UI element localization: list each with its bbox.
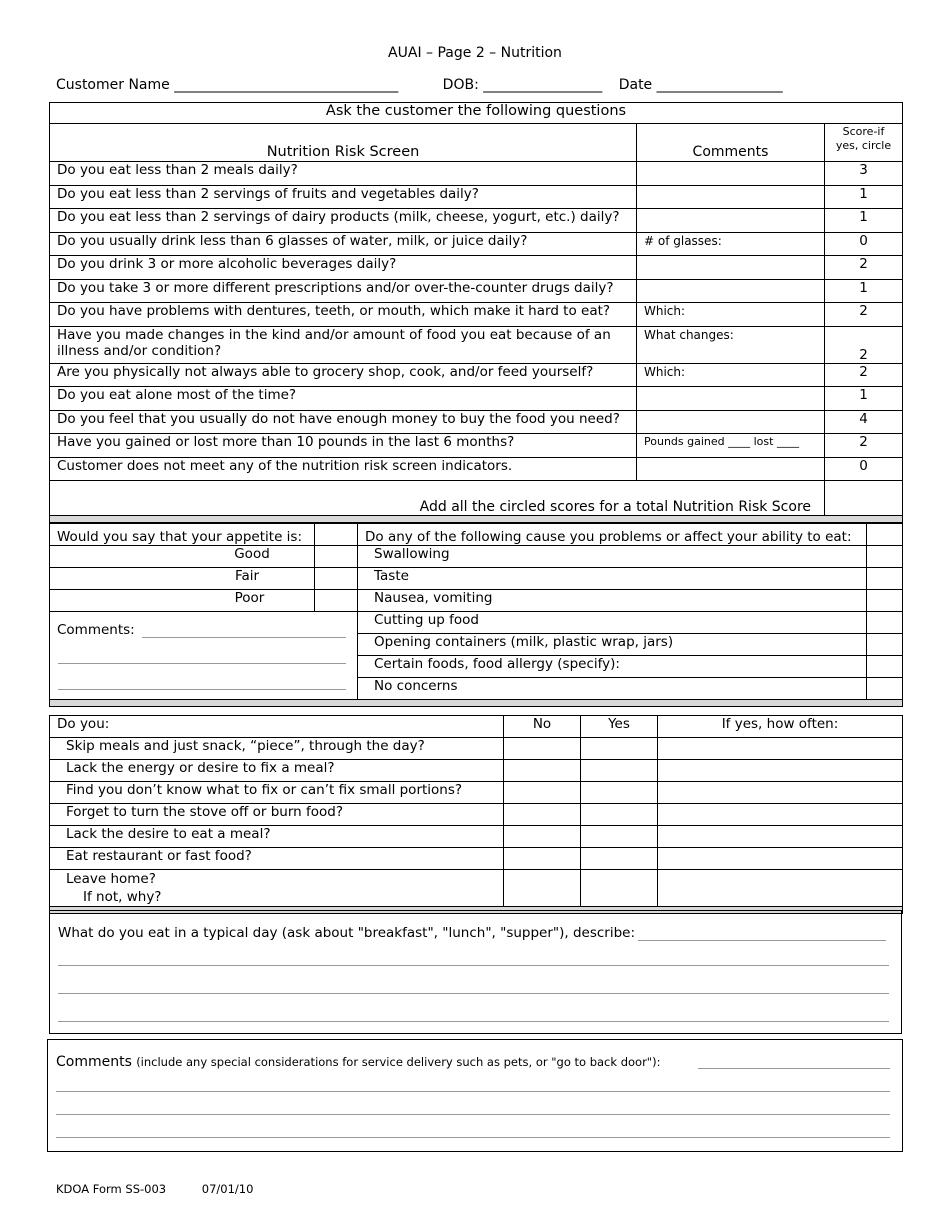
score-header-line1: Score-if: [842, 125, 885, 138]
section-divider: [50, 516, 903, 523]
doyou-item: Find you don’t know what to fix or can’t fix small portions?: [50, 782, 504, 804]
doyou-often-field[interactable]: [658, 826, 903, 848]
problems-check-blank: [867, 524, 903, 546]
typical-day-line: [638, 940, 886, 941]
doyou-yes-check[interactable]: [581, 870, 658, 907]
doyou-yes-check[interactable]: [581, 738, 658, 760]
doyou-yes-check[interactable]: [581, 782, 658, 804]
risk-score[interactable]: 1: [825, 209, 903, 233]
doyou-subitem: If not, why?: [83, 889, 162, 905]
appetite-comments-box[interactable]: [50, 612, 358, 700]
risk-row: [50, 387, 903, 411]
doyou-no-check[interactable]: [504, 804, 581, 826]
risk-question: Customer does not meet any of the nutrition risk screen indicators.: [50, 457, 637, 481]
appetite-check[interactable]: [315, 568, 358, 590]
doyou-item: Forget to turn the stove off or burn food?: [50, 804, 504, 826]
risk-comment[interactable]: [637, 279, 825, 303]
problem-item: No concerns: [358, 678, 867, 700]
risk-question: Do you eat less than 2 servings of fruits and vegetables daily?: [50, 185, 637, 209]
doyou-no-check[interactable]: [504, 848, 581, 870]
risk-question: Do you have problems with dentures, teeth, or mouth, which make it hard to eat?: [50, 303, 637, 327]
comments-label-line: [56, 1054, 660, 1070]
risk-question: Have you gained or lost more than 10 pounds in the last 6 months?: [50, 434, 637, 458]
appetite-option: Poor: [50, 590, 315, 612]
appetite-option: Good: [50, 546, 315, 568]
risk-comment[interactable]: [637, 162, 825, 186]
risk-score[interactable]: 1: [825, 185, 903, 209]
do-you-table: [49, 715, 903, 914]
problem-item: Swallowing: [358, 546, 867, 568]
doyou-yes-check[interactable]: [581, 848, 658, 870]
doyou-yes-check[interactable]: [581, 804, 658, 826]
appetite-comments-label: Comments:: [57, 622, 135, 638]
footer: [56, 1182, 253, 1196]
doyou-often-field[interactable]: [658, 738, 903, 760]
risk-comment[interactable]: [637, 410, 825, 434]
doyou-no-check[interactable]: [504, 738, 581, 760]
risk-question: Have you made changes in the kind and/or amount of food you eat because of an: [57, 326, 611, 343]
doyou-col-yes: Yes: [581, 716, 658, 738]
doyou-no-check[interactable]: [504, 782, 581, 804]
typical-day-label: What do you eat in a typical day (ask about "breakfast", "lunch", "supper"), describe:: [58, 925, 636, 941]
problem-check[interactable]: [867, 634, 903, 656]
risk-question: Do you eat less than 2 servings of dairy products (milk, cheese, yogurt, etc.) daily?: [50, 209, 637, 233]
risk-comment[interactable]: [637, 209, 825, 233]
comment-line: [142, 637, 346, 638]
nutrition-risk-table: [49, 102, 903, 523]
page-title: AUAI – Page 2 – Nutrition: [388, 45, 562, 61]
doyou-no-check[interactable]: [504, 826, 581, 848]
risk-question: Do you drink 3 or more alcoholic beverages daily?: [50, 256, 637, 280]
risk-row: [50, 185, 903, 209]
risk-question-cont: illness and/or condition?: [57, 342, 222, 359]
risk-comment[interactable]: # of glasses:: [637, 232, 825, 256]
doyou-yes-check[interactable]: [581, 760, 658, 782]
risk-question-multiline: [50, 326, 637, 363]
appetite-question: Would you say that your appetite is:: [50, 524, 315, 546]
section-divider: [50, 700, 903, 707]
risk-row: [50, 410, 903, 434]
doyou-col-often: If yes, how often:: [658, 716, 903, 738]
risk-question: Do you usually drink less than 6 glasses of water, milk, or juice daily?: [50, 232, 637, 256]
total-score-label: Add all the circled scores for a total Nutrition Risk Score: [50, 481, 825, 516]
risk-col-comments: Comments: [637, 124, 825, 162]
problem-check[interactable]: [867, 568, 903, 590]
risk-row: [50, 326, 903, 363]
risk-comment[interactable]: [637, 457, 825, 481]
risk-score[interactable]: 1: [825, 387, 903, 411]
typical-day-line: [58, 965, 889, 966]
score-header-line2: yes, circle: [835, 139, 892, 152]
comments-line: [56, 1137, 890, 1138]
risk-row: [50, 232, 903, 256]
risk-score[interactable]: 4: [825, 410, 903, 434]
risk-question: Do you take 3 or more different prescriptions and/or over-the-counter drugs daily?: [50, 279, 637, 303]
problem-check[interactable]: [867, 590, 903, 612]
comments-line: [56, 1091, 890, 1092]
comments-label: Comments: [56, 1054, 132, 1070]
typical-day-line: [58, 1021, 889, 1022]
risk-col-screen: Nutrition Risk Screen: [50, 124, 637, 162]
doyou-often-field[interactable]: [658, 870, 903, 907]
risk-score[interactable]: 2: [825, 256, 903, 280]
appetite-check[interactable]: [315, 590, 358, 612]
comments-box[interactable]: [47, 1039, 903, 1152]
doyou-item-multiline: [50, 870, 504, 907]
problem-check[interactable]: [867, 656, 903, 678]
risk-row: [50, 209, 903, 233]
doyou-no-check[interactable]: [504, 870, 581, 907]
risk-question: Do you eat less than 2 meals daily?: [50, 162, 637, 186]
problem-item: Opening containers (milk, plastic wrap, jars): [358, 634, 867, 656]
doyou-no-check[interactable]: [504, 760, 581, 782]
risk-comment[interactable]: What changes:: [637, 326, 825, 363]
risk-row: [50, 303, 903, 327]
risk-comment[interactable]: [637, 256, 825, 280]
risk-row: [50, 256, 903, 280]
appetite-blank: [315, 524, 358, 546]
date-field[interactable]: Date __________________: [618, 77, 783, 93]
risk-row: [50, 434, 903, 458]
doyou-item: Leave home?: [66, 871, 156, 887]
risk-col-score: [825, 124, 903, 162]
risk-score[interactable]: 0: [825, 457, 903, 481]
risk-comment[interactable]: Which:: [637, 363, 825, 387]
comments-line: [698, 1068, 890, 1069]
comments-note: (include any special considerations for service delivery such as pets, or "go to back door"):: [136, 1055, 661, 1069]
form-date: 07/01/10: [201, 1182, 254, 1196]
customer-info-line: [56, 77, 896, 93]
risk-row: [50, 363, 903, 387]
problem-check[interactable]: [867, 678, 903, 700]
risk-question: Are you physically not always able to grocery shop, cook, and/or feed yourself?: [50, 363, 637, 387]
problem-check[interactable]: [867, 612, 903, 634]
risk-comment[interactable]: [637, 185, 825, 209]
problem-item: Cutting up food: [358, 612, 867, 634]
appetite-check[interactable]: [315, 546, 358, 568]
problem-item: Certain foods, food allergy (specify):: [358, 656, 867, 678]
problem-check[interactable]: [867, 546, 903, 568]
doyou-item: Lack the energy or desire to fix a meal?: [50, 760, 504, 782]
risk-score[interactable]: 2: [825, 434, 903, 458]
appetite-problems-table: [49, 523, 903, 707]
doyou-often-field[interactable]: [658, 782, 903, 804]
total-score-cell[interactable]: [825, 481, 903, 516]
doyou-yes-check[interactable]: [581, 826, 658, 848]
typical-day-line: [58, 993, 889, 994]
risk-row: [50, 162, 903, 186]
risk-question: Do you feel that you usually do not have enough money to buy the food you need?: [50, 410, 637, 434]
risk-question: Do you eat alone most of the time?: [50, 387, 637, 411]
doyou-item: Lack the desire to eat a meal?: [50, 826, 504, 848]
risk-banner: Ask the customer the following questions: [50, 103, 903, 124]
comment-line: [58, 663, 346, 664]
appetite-option: Fair: [50, 568, 315, 590]
risk-score[interactable]: 3: [825, 162, 903, 186]
form-number: KDOA Form SS-003: [56, 1182, 167, 1196]
risk-score[interactable]: 2: [825, 326, 903, 363]
risk-comment[interactable]: [637, 387, 825, 411]
customer-name-field[interactable]: Customer Name ________________________________: [56, 77, 399, 93]
risk-row: [50, 457, 903, 481]
risk-score[interactable]: 2: [825, 303, 903, 327]
risk-score[interactable]: 2: [825, 363, 903, 387]
comment-line: [58, 689, 346, 690]
problem-item: Nausea, vomiting: [358, 590, 867, 612]
doyou-item: Eat restaurant or fast food?: [50, 848, 504, 870]
risk-score[interactable]: 0: [825, 232, 903, 256]
doyou-header: Do you:: [50, 716, 504, 738]
dob-field[interactable]: DOB: _________________: [442, 77, 603, 93]
typical-day-box[interactable]: [49, 910, 902, 1034]
doyou-item: Skip meals and just snack, “piece”, through the day?: [50, 738, 504, 760]
doyou-often-field[interactable]: [658, 848, 903, 870]
problem-item: Taste: [358, 568, 867, 590]
risk-row: [50, 279, 903, 303]
risk-comment[interactable]: Pounds gained ____ lost ____: [637, 434, 825, 458]
comments-line: [56, 1114, 890, 1115]
doyou-col-no: No: [504, 716, 581, 738]
doyou-often-field[interactable]: [658, 760, 903, 782]
risk-comment[interactable]: Which:: [637, 303, 825, 327]
problems-question: Do any of the following cause you problems or affect your ability to eat:: [358, 524, 867, 546]
doyou-often-field[interactable]: [658, 804, 903, 826]
risk-score[interactable]: 1: [825, 279, 903, 303]
